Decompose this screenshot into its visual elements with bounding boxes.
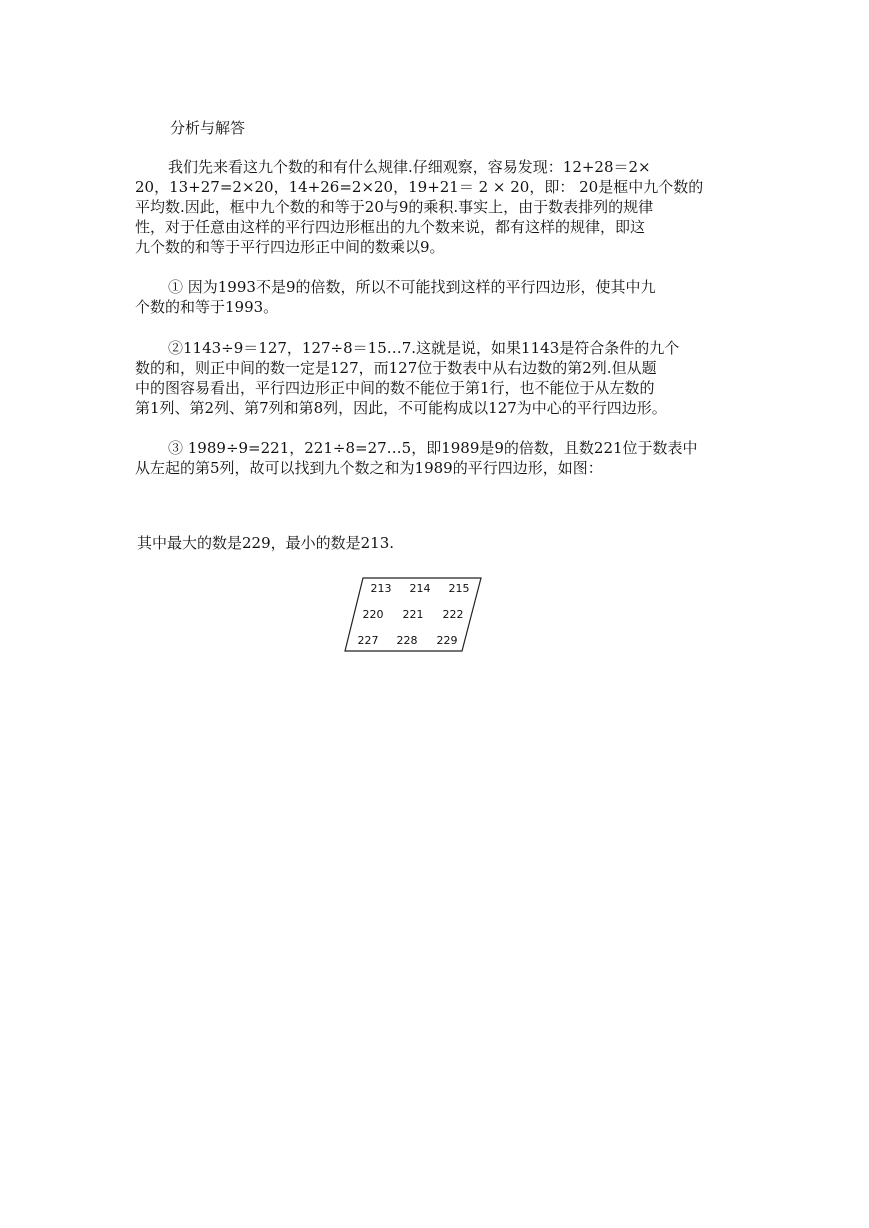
- grid-cell: 228: [396, 634, 418, 647]
- text-line: 20，13+27=2×20，14+26=2×20，19+21＝ 2 × 20，即： 20是框中九个数的: [135, 178, 704, 196]
- text-line: ① 因为1993不是9的倍数，所以不可能找到这样的平行四边形，使其中九: [168, 278, 656, 296]
- text-line: 九个数的和等于平行四边形正中间的数乘以9。: [135, 238, 445, 256]
- text-line: ②1143÷9＝127，127÷8＝15…7.这就是说，如果1143是符合条件的九个: [168, 339, 680, 357]
- parallelogram-figure: [343, 575, 485, 655]
- grid-cell: 215: [448, 582, 470, 595]
- text-line: 第1列、第2列、第7列和第8列，因此，不可能构成以127为中心的平行四边形。: [135, 399, 667, 417]
- text-line: 数的和，则正中间的数一定是127，而127位于数表中从右边数的第2列.但从题: [135, 359, 657, 377]
- grid-cell: 220: [362, 608, 384, 621]
- grid-cell: 221: [402, 608, 424, 621]
- grid-cell: 213: [370, 582, 392, 595]
- section-heading: 分析与解答: [170, 119, 246, 137]
- text-line: 性，对于任意由这样的平行四边形框出的九个数来说，都有这样的规律，即这: [135, 218, 646, 236]
- grid-cell: 227: [357, 634, 379, 647]
- paragraph-case-2: [135, 338, 745, 418]
- paragraph-case-1: [135, 277, 745, 317]
- text-line: 中的图容易看出，平行四边形正中间的数不能位于第1行，也不能位于从左数的: [135, 379, 655, 397]
- text-line: 平均数.因此，框中九个数的和等于20与9的乘积.事实上，由于数表排列的规律: [135, 198, 654, 216]
- grid-cell: 222: [442, 608, 464, 621]
- paragraph-case-3: [135, 438, 745, 478]
- paragraph-average-rule: [135, 157, 745, 257]
- text-line: ③ 1989÷9=221，221÷8=27…5，即1989是9的倍数，且数221位于数表中: [168, 439, 698, 457]
- conclusion-text: 其中最大的数是229，最小的数是213.: [137, 534, 395, 552]
- text-line: 我们先来看这九个数的和有什么规律.仔细观察，容易发现：12+28＝2×: [168, 158, 651, 176]
- text-line: 从左起的第5列，故可以找到九个数之和为1989的平行四边形，如图：: [135, 459, 603, 477]
- text-line: 个数的和等于1993。: [135, 298, 279, 316]
- grid-cell: 229: [436, 634, 458, 647]
- grid-cell: 214: [409, 582, 431, 595]
